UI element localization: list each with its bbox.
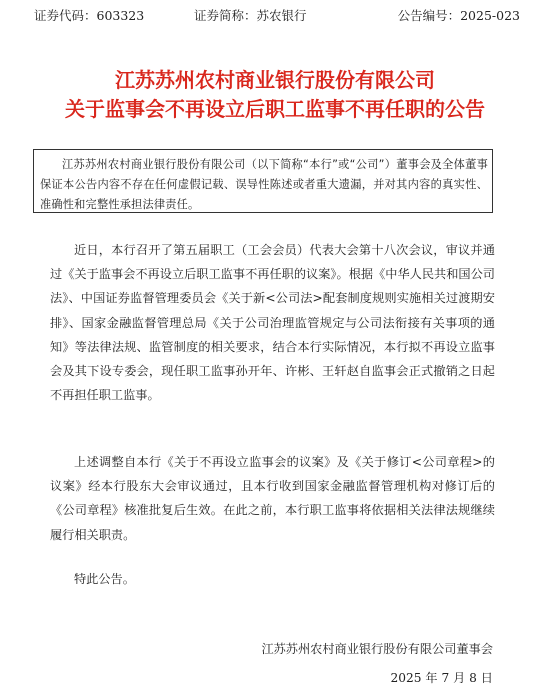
document-header [34,6,520,26]
body-paragraph-2: 上述调整自本行《关于不再设立监事会的议案》及《关于修订<公司章程>的议案》经本行股东大会审议通过，且本行收到国家金融监督管理机构对修订后的《公司章程》核准批复后生效。在此之前，本行职工监事将依据相关法律法规继续履行相关职责。 [50,455,495,542]
announcement-title: 关于监事会不再设立后职工监事不再任职的公告 [65,97,485,121]
signature-organization: 江苏苏州农村商业银行股份有限公司董事会 [261,642,493,656]
board-guarantee-notice: 江苏苏州农村商业银行股份有限公司（以下简称“本行”或“公司”）董事会及全体董事保证本公告内容不存在任何虚假记载、误导性陈述或者重大遗漏，并对其内容的真实性、准确性和完整性承担法律责任。 [33,149,493,213]
company-title: 江苏苏州农村商业银行股份有限公司 [115,68,435,92]
body-paragraph-1: 近日，本行召开了第五届职工（工会会员）代表大会第十八次会议，审议并通过《关于监事会不再设立后职工监事不再任职的议案》。根据《中华人民共和国公司法》、中国证券监督管理委员会《关于新<公司法>配套制度规则实施相关过渡期安排》、国家金融监督管理总局《关于公司治理监管规定与公司法衔接有关事项的通知》等法律法规、监管制度的相关要求，结合本行实际情况，本行拟不再设立监事会及其下设专委会，现任职工监事孙开年、许彬、王轩赵自监事会正式撤销之日起不再担任职工监事。 [50,243,495,403]
signature-date: 2025 年 7 月 8 日 [390,671,493,685]
closing-statement: 特此公告。 [74,572,135,586]
stock-abbreviation: 证券简称：苏农银行 [194,8,307,23]
stock-code: 证券代码：603323 [34,8,145,23]
announcement-number: 公告编号：2025-023 [397,8,520,23]
